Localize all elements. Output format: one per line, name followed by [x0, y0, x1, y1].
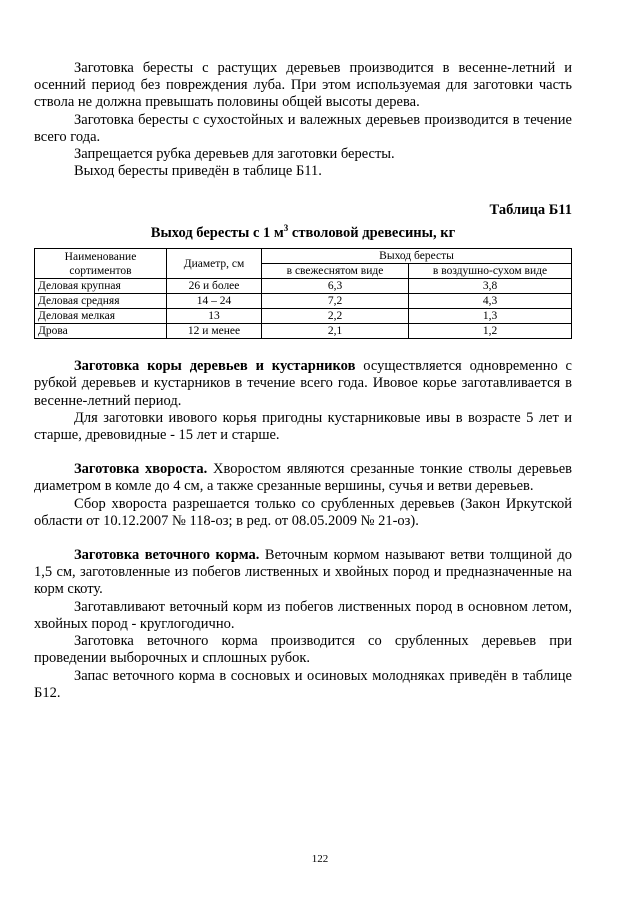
feed-text: Веточным кормом называют ветви толщиной до 1,5 см, заготовленные из побегов лиственных и хвойных пород и предназначенные на корм скоту.	[34, 547, 572, 598]
paragraph: Для заготовки ивового корья пригодны кустарниковые ивы в возрасте 5 лет и старше, древовидные - 15 лет и старше.	[34, 409, 572, 444]
header-diameter: Диаметр, см	[167, 249, 262, 279]
paragraph: Заготовка бересты с сухостойных и валежных деревьев производится в течение всего года.	[34, 111, 572, 145]
cell-fresh: 2,2	[262, 309, 409, 324]
cell-fresh: 2,1	[262, 324, 409, 339]
paragraph-feed	[34, 547, 572, 599]
paragraph-bark	[34, 358, 572, 410]
brushwood-text: Хворостом являются срезанные тонкие стволы деревьев диаметром в комле до 4 см, а также срезанные вершины, сучья и ветви деревьев.	[34, 461, 572, 495]
table-title-text: Выход бересты с 1 м	[150, 225, 284, 242]
paragraph: Сбор хвороста разрешается только со срубленных деревьев (Закон Иркутской области от 10.12.2007 № 118-оз; в ред. от 08.05.2009 № 21-оз).	[34, 495, 572, 529]
yield-table	[34, 248, 572, 339]
cell-name: Деловая мелкая	[35, 309, 167, 324]
cell-diameter: 12 и менее	[167, 324, 262, 339]
page-body	[34, 60, 572, 702]
paragraph: Заготовка веточного корма производится со срубленных деревьев при проведении выборочных и сплошных рубок.	[34, 633, 572, 667]
page-number: 122	[311, 853, 329, 865]
header-name: Наименование сортиментов	[35, 249, 167, 279]
cell-fresh: 7,2	[262, 294, 409, 309]
cell-name: Дрова	[35, 324, 167, 339]
cell-diameter: 13	[167, 309, 262, 324]
header-dry: в воздушно-сухом виде	[409, 264, 572, 279]
paragraph: Заготовка бересты с растущих деревьев производится в весенне-летний и осенний период без повреждения луба. При этом используемая для заготовки часть ствола не должна превышать половины общей высоты дерева.	[34, 60, 572, 111]
cell-diameter: 14 – 24	[167, 294, 262, 309]
paragraph: Запас веточного корма в сосновых и осиновых молодняках приведён в таблице Б12.	[34, 667, 572, 701]
header-yield: Выход бересты	[262, 249, 572, 264]
brushwood-heading: Заготовка хвороста.	[74, 461, 208, 478]
feed-heading: Заготовка веточного корма.	[74, 547, 260, 564]
paragraph: Заготавливают веточный корм из побегов лиственных пород в основном летом, хвойных пород - круглогодично.	[34, 598, 572, 632]
cell-name: Деловая средняя	[35, 294, 167, 309]
bark-text: осуществляется одновременно с рубкой деревьев и кустарников в течение всего года. Ивовое корье заготавливается в весенне-летний период.	[34, 358, 572, 409]
table-row	[35, 324, 572, 339]
table-row	[35, 279, 572, 294]
table-title-superscript: 3	[283, 223, 289, 234]
cell-dry: 4,3	[409, 294, 572, 309]
cell-dry: 3,8	[409, 279, 572, 294]
table-row	[35, 309, 572, 324]
cell-name: Деловая крупная	[35, 279, 167, 294]
table-title-text-end: стволовой древесины, кг	[288, 225, 456, 242]
cell-dry: 1,3	[409, 309, 572, 324]
cell-diameter: 26 и более	[167, 279, 262, 294]
header-fresh: в свежеснятом виде	[262, 264, 409, 279]
table-caption: Таблица Б11	[489, 202, 572, 219]
paragraph: Выход бересты приведён в таблице Б11.	[74, 163, 322, 180]
cell-dry: 1,2	[409, 324, 572, 339]
table-row	[35, 294, 572, 309]
paragraph-brushwood	[34, 461, 572, 495]
cell-fresh: 6,3	[262, 279, 409, 294]
table-title	[34, 219, 572, 242]
bark-heading: Заготовка коры деревьев и кустарников	[74, 358, 356, 375]
paragraph: Запрещается рубка деревьев для заготовки бересты.	[74, 146, 395, 163]
table-header-row	[35, 249, 572, 264]
